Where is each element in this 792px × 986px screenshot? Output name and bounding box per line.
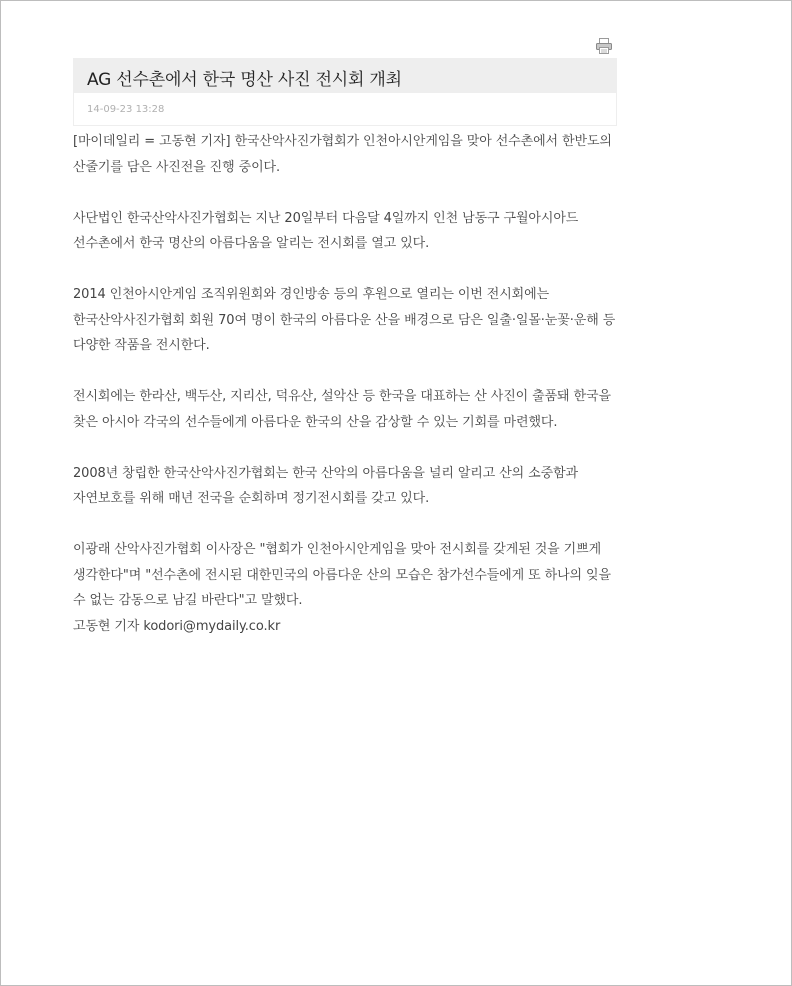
article-paragraph: 2014 인천아시안게임 조직위원회와 경인방송 등의 후원으로 열리는 이번 전시회에는 한국산악사진가협회 회원 70여 명이 한국의 아름다운 산을 배경으로 담은 일출·일몰·눈꽃·운해 등 다양한 작품을 전시한다.: [73, 287, 616, 353]
article-paragraph: 2008년 창립한 한국산악사진가협회는 한국 산악의 아름다움을 널리 알리고 산의 소중함과 자연보호를 위해 매년 전국을 순회하며 정기전시회를 갖고 있다.: [73, 465, 579, 506]
article-byline: 고동현 기자 kodori@mydaily.co.kr: [73, 618, 281, 634]
article-title: AG 선수촌에서 한국 명산 사진 전시회 개최: [87, 70, 402, 90]
article-paragraph: [마이데일리 = 고동현 기자] 한국산악사진가협회가 인천아시안게임을 맞아 선수촌에서 한반도의 산줄기를 담은 사진전을 진행 중이다.: [73, 134, 612, 175]
printer-icon: [595, 37, 613, 55]
article-paragraph: 전시회에는 한라산, 백두산, 지리산, 덕유산, 설악산 등 한국을 대표하는 산 사진이 출품돼 한국을 찾은 아시아 각국의 선수들에게 아름다운 한국의 산을 감상할 수 있는 기회를 마련했다.: [73, 389, 611, 430]
article-paragraph: 이광래 산악사진가협회 이사장은 "협회가 인천아시안게임을 맞아 전시회를 갖게된 것을 기쁘게 생각한다"며 "선수촌에 전시된 대한민국의 아름다운 산의 모습은 참가선수들에게 또 하나의 잊을 수 없는 감동으로 남길 바란다"고 말했다.: [73, 542, 611, 608]
article-body: [73, 129, 619, 639]
article-date: 14-09-23 13:28: [87, 104, 165, 115]
print-button[interactable]: [595, 37, 613, 55]
title-bar: [74, 59, 616, 93]
article-header: [73, 58, 617, 126]
article-paragraph: 사단법인 한국산악사진가협회는 지난 20일부터 다음달 4일까지 인천 남동구 구월아시아드 선수촌에서 한국 명산의 아름다움을 알리는 전시회를 열고 있다.: [73, 210, 579, 251]
